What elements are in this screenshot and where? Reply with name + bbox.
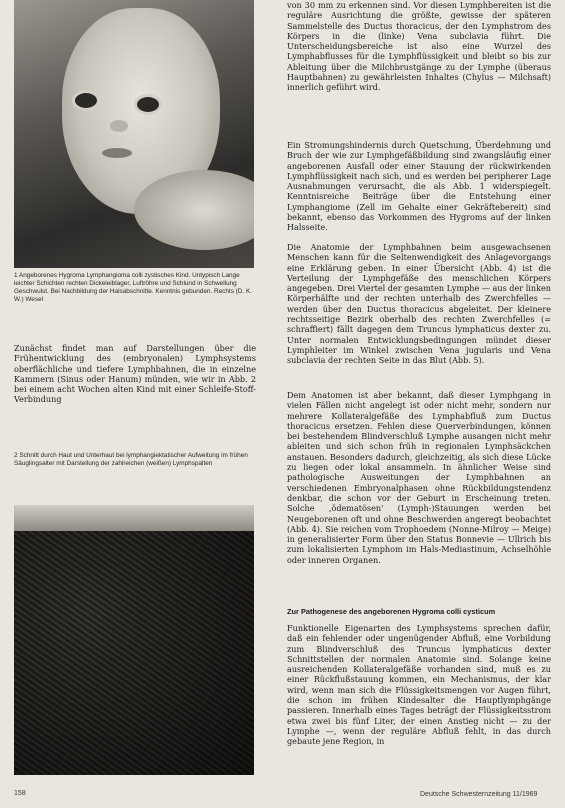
right-paragraph-1: von 30 mm zu erkennen sind. Vor diesen Lymphbereiten ist die reguläre Ausrichtung die größte, gewisse der späteren Sammelstelle des Ductus thoracicus, der den Lymphstrom des Körpers in die (linke) Vena subclavia führt. Die Unterscheidungsbereiche ist also eine Wurzel des Lymphabflusses für die Lymphflüssigkeit und bleibt so bis zur Ableitung über die Milchbrustgänge zu der Lymphe (überaus Hauptbahnen) zu gewährleisten Inhaltes (Chylus — Milchsaft) innerlich geführt wird. xyxy=(287,0,551,93)
left-column-text: Zunächst findet man auf Darstellungen über die Frühentwicklung des (embryonalen) Lymphsystems oberflächliche und tiefere Lymphbahnen, die in einzelne Kammern (Sinus oder Hanum) münden, wie wir in Abb. 2 bei einem acht Wochen alten Kind mit einer Schleife-Stoff-Verbindung xyxy=(14,343,256,405)
right-paragraph-2: Ein Stromungshindernis durch Quetschung, Überdehnung und Bruch der wie zur Lymphgefäßbildung sind zwangsläufig einer angeborenen Ausfall oder einer Stauung der rückwirkenden Lymphflüssigkeit nach sich, und es werden bei peripherer Lage Ausnahmungen verursacht, die als Abb. 1 widerspiegelt. Kenntnisreiche Beiträge über die Entstehung einer Lymphangiome (Zell im Gehalte einer Gekräftebereit) sind bekannt, ebenso das Vorkommen des Hygroms auf der linken Halsseite. xyxy=(287,140,551,233)
right-eye xyxy=(134,94,162,115)
journal-name: Deutsche Schwesternzeitung 11/1969 xyxy=(420,791,538,798)
page-number: 158 xyxy=(14,790,26,797)
nose xyxy=(110,120,128,132)
infant-photo xyxy=(14,0,254,268)
figure2-caption: 2 Schnitt durch Haut und Unterhaut bei lymphangiektatischer Aufweitung im frühen Säuglingsalter mit Darstellung der zahlreichen (weißen) Lymphspalten xyxy=(14,452,248,467)
section-paragraph: Funktionelle Eigenarten des Lymphsystems sprechen dafür, daß ein fehlender oder ungenügender Abfluß, eine Vorbildung zum Blindverschluß des Truncus lymphaticus dexter Schnittstellen der normalen Anatomie sind. Solange keine ausreichenden Kollateralgefäße vorhanden sind, muß es zu einer Rückflußstauung kommen, ein Mechanismus, der klar wird, wenn man sich die Flüssigkeitsmengen vor Augen führt, die schon im frühen Kindesalter die Hauptlymphgänge passieren. Innerhalb eines Tages beträgt der Flüssigkeitsstrom etwa zwei bis fünf Liter, der einen Anstieg nicht — zu der Lymphe —, wenn der reguläre Abfluß fehlt, in das durch gebaute jene Region, in xyxy=(287,623,551,747)
neck-swelling xyxy=(134,170,254,250)
figure1-caption: 1 Angeborenes Hygroma Lymphangioma colli zystisches Kind. Untypisch Lange leichter Schichten rechten Dickeleiblager, Luftröhre und Schlund in Schwellung Geschwulst. Bei Nachbildung der Halsabschnitte. Kenntnis gebunden. Rechts (D. K. W.) Wesel xyxy=(14,272,253,303)
tissue-section-photo xyxy=(14,505,254,775)
right-paragraph-3: Die Anatomie der Lymphbahnen beim ausgewachsenen Menschen kann für die Seltenwendigkeit des Anlagevorgangs eine Erklärung geben. In einer Übersicht (Abb. 4) ist die Verteilung der Lymphgefäße des menschlichen Körpers angegeben. Drei Viertel der gesamten Lymphe — aus der linken Körperhälfte und der rechten unterhalb des Zwerchfelles — werden über den Ductus thoracicus abgeleitet. Der kleinere rechtsseitige Bezirk oberhalb des rechten Zwerchfelles (= schraffiert) fällt dagegen dem Truncus lymphaticus dexter zu. Unter normalen Entwicklungsbedingungen mündet dieser Lymphleiter im Winkel zwischen Vena jugularis und Vena subclavia der rechten Seite in das Blut (Abb. 5). xyxy=(287,242,552,366)
section-heading: Zur Pathogenese des angeborenen Hygroma colli cysticum xyxy=(287,607,496,616)
skin-layer xyxy=(14,505,254,531)
left-eye xyxy=(72,90,100,111)
mouth xyxy=(102,148,132,158)
right-paragraph-4: Dem Anatomen ist aber bekannt, daß dieser Lymphgang in vielen Fällen nicht angelegt ist oder nicht mehr, sondern nur mehrere Kollateralgefäße des Lymphabfluß zum Ductus thoracicus ersetzen. Fehlen diese Querverbindungen, können bei bestehendem Blindverschluß Lymphe ausangen nicht mehr ableiten und sich schon früh in regionalen Lymphsäckchen anstauen. Besonders dadurch, gleichzeitig, als sich diese Lücke zu liegen oder lokal ansammeln. In ähnlicher Weise sind pathologische Ausweitungen der Lymphbahnen an verschiedenen Embryonalphasen ohne Rückbildungstendenz denkbar, die schon vor der Geburt in Erscheinung treten. Solche ‚ödematösen' (Lymph-)Stauungen werden bei Neugeborenen oft und ohne Beschwerden angeregt beobachtet (Abb. 4). Sie reichen vom Trophoedem (Nonne-Milroy — Meige) in generalisierter Form über den Status Bonnevie — Ullrich bis zum lokalisierten Lymphom im Hals-Mediastinum, Achselhöhle oder inneren Organen. xyxy=(287,390,551,565)
